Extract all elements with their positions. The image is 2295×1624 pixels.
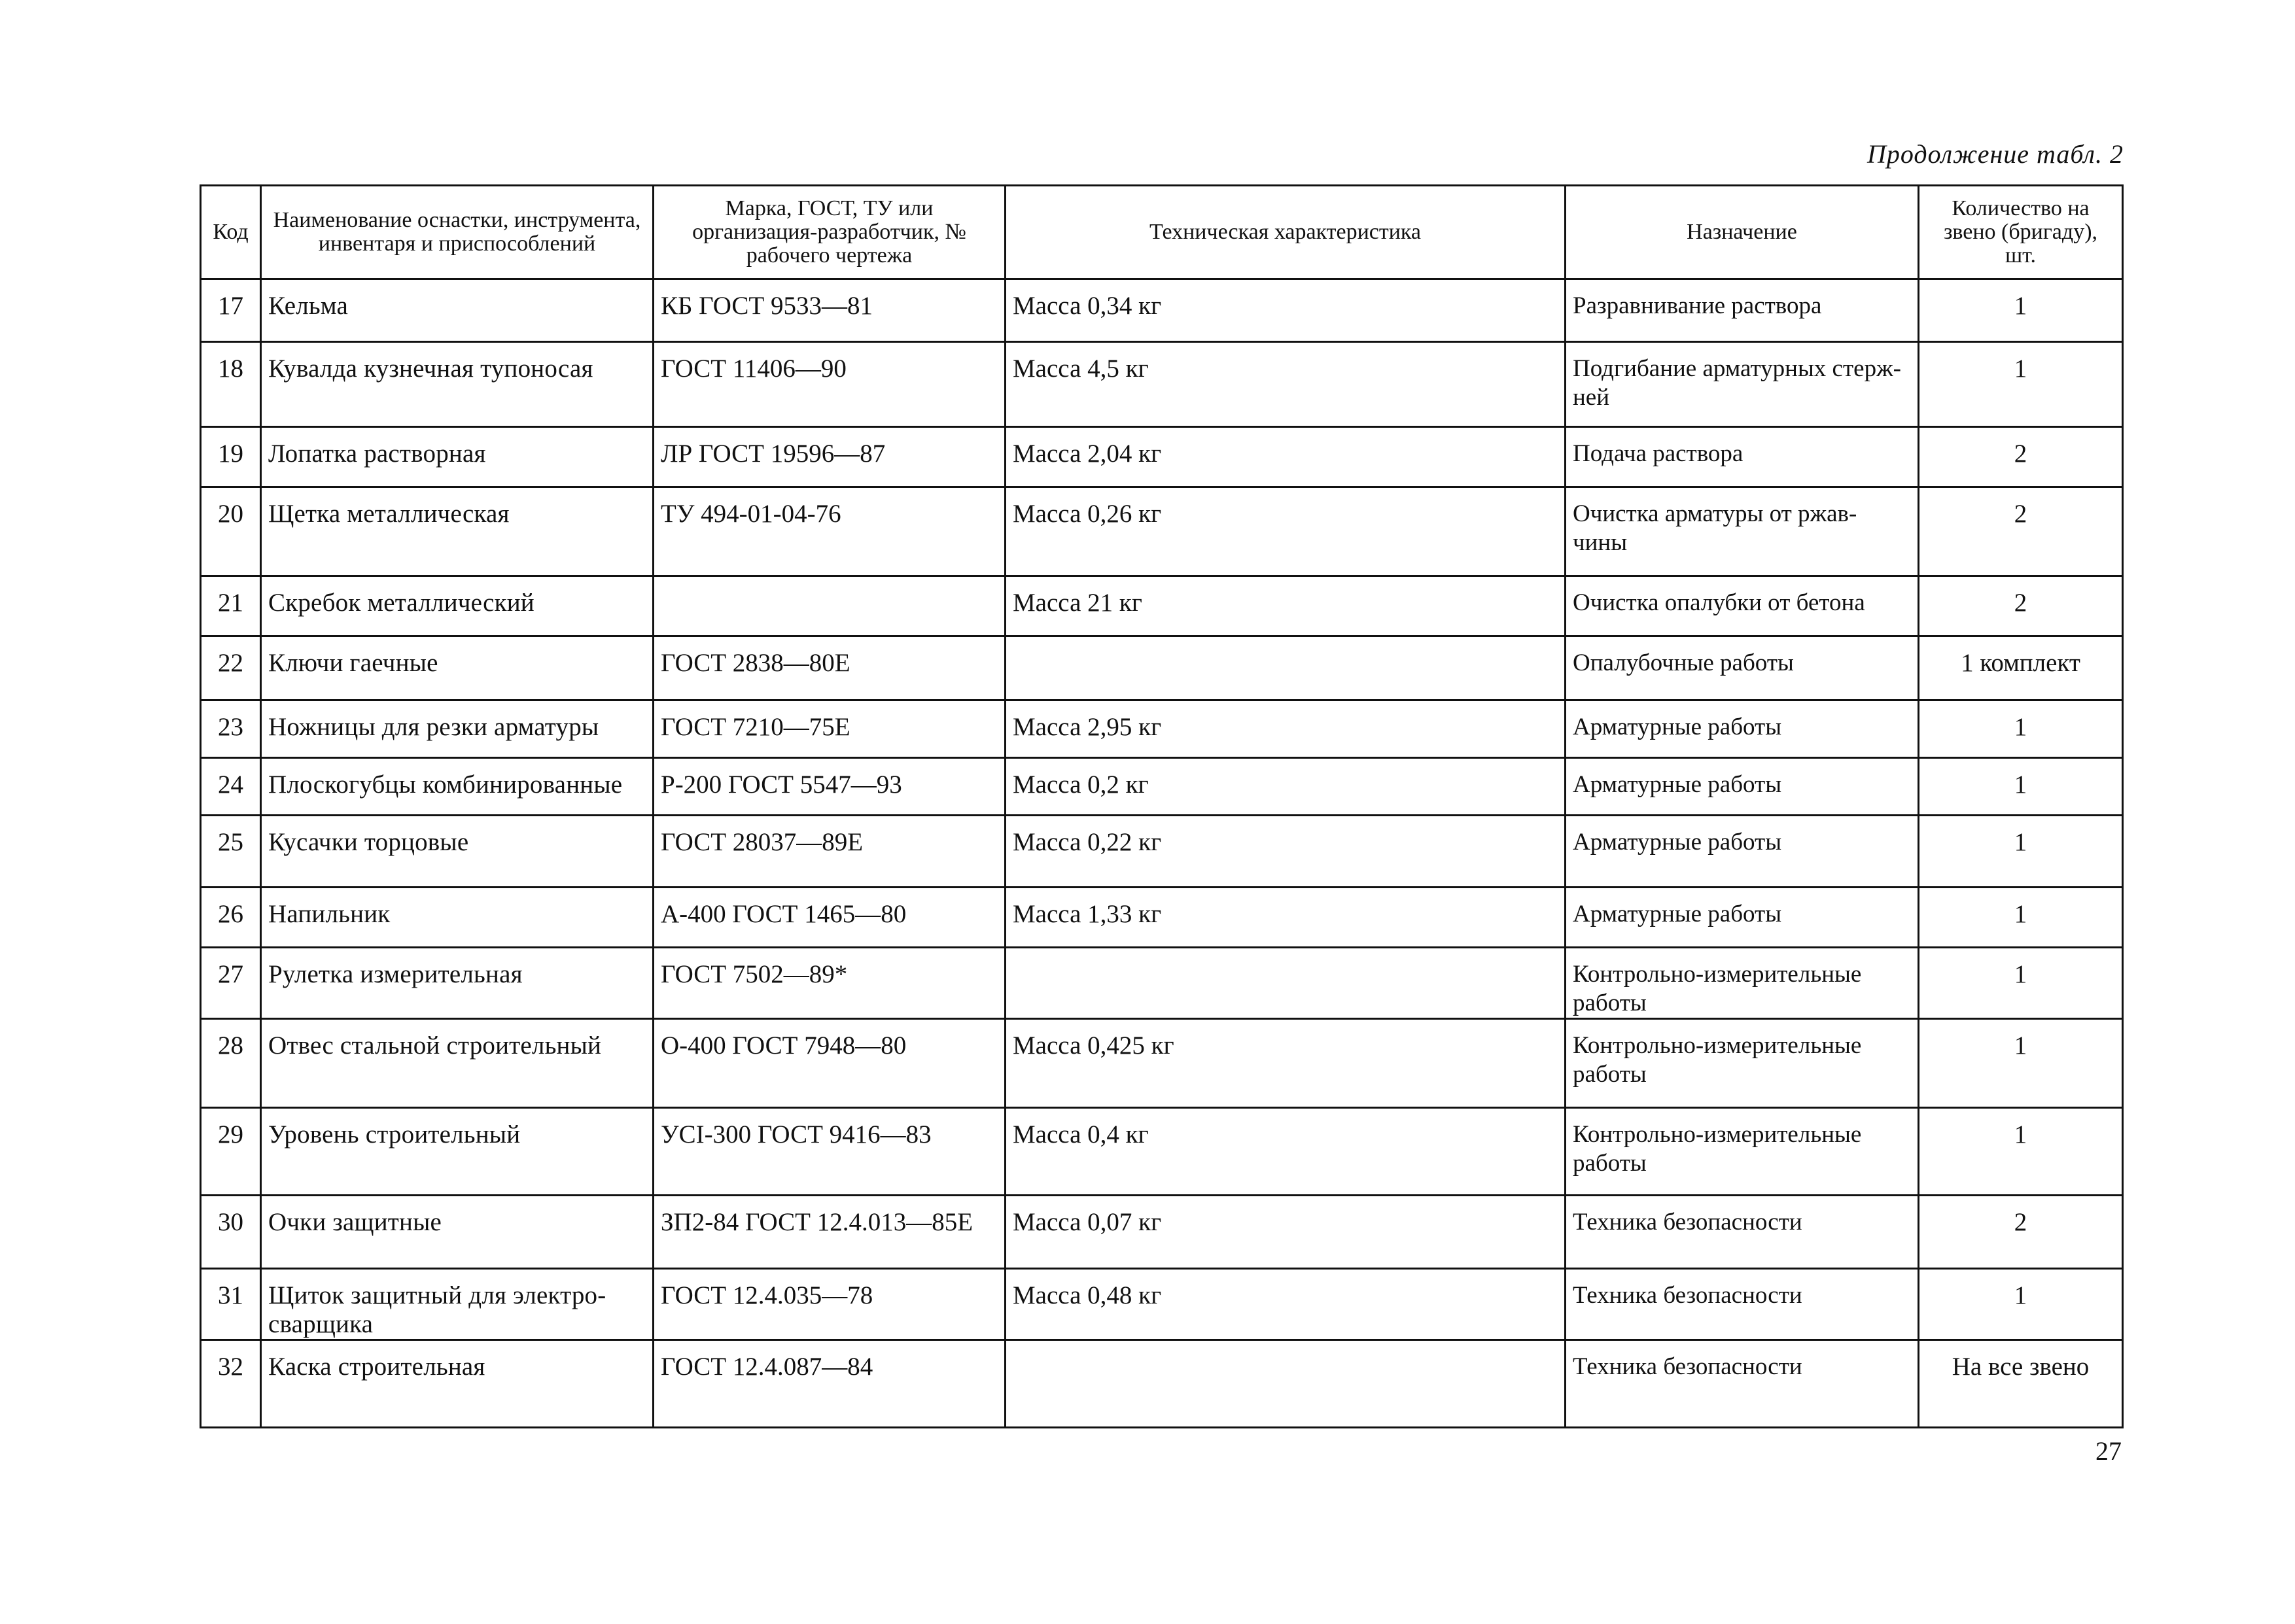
cell-code: 24 [201,758,261,816]
cell-purpose: Техника безопасности [1566,1269,1919,1340]
cell-qty: 1 [1919,758,2123,816]
cell-brand: О-400 ГОСТ 7948—80 [654,1019,1006,1108]
cell-spec: Масса 21 кг [1006,576,1566,636]
header-row [201,186,2123,279]
header-brand: Марка, ГОСТ, ТУ или организация-разработчик, № рабочего чертежа [654,186,1006,279]
cell-qty: 1 [1919,888,2123,948]
cell-brand: Р-200 ГОСТ 5547—93 [654,758,1006,816]
table-row [201,1340,2123,1428]
table-row [201,636,2123,700]
cell-spec: Масса 0,4 кг [1006,1108,1566,1196]
cell-qty: 1 [1919,342,2123,427]
cell-qty: 1 [1919,700,2123,758]
cell-purpose: Подача раствора [1566,427,1919,487]
cell-code: 28 [201,1019,261,1108]
cell-spec: Масса 0,26 кг [1006,487,1566,576]
header-name: Наименование оснастки, инструмента, инвентаря и приспособлений [261,186,654,279]
cell-name: Кусачки торцовые [261,816,654,888]
cell-name: Ножницы для резки арматуры [261,700,654,758]
table-row [201,279,2123,342]
cell-brand: ЗП2-84 ГОСТ 12.4.013—85Е [654,1196,1006,1269]
cell-purpose: Арматурные работы [1566,888,1919,948]
cell-qty: На все звено [1919,1340,2123,1428]
cell-qty: 1 [1919,948,2123,1019]
cell-spec: Масса 0,425 кг [1006,1019,1566,1108]
cell-spec: Масса 0,2 кг [1006,758,1566,816]
cell-name: Щиток защитный для электро-сварщика [261,1269,654,1340]
cell-qty: 1 [1919,1019,2123,1108]
cell-spec: Масса 2,95 кг [1006,700,1566,758]
cell-code: 27 [201,948,261,1019]
cell-spec: Масса 0,48 кг [1006,1269,1566,1340]
cell-spec: Масса 0,07 кг [1006,1196,1566,1269]
cell-purpose: Арматурные работы [1566,700,1919,758]
cell-brand: КБ ГОСТ 9533—81 [654,279,1006,342]
cell-name: Кельма [261,279,654,342]
cell-spec: Масса 2,04 кг [1006,427,1566,487]
table-row [201,816,2123,888]
cell-brand [654,576,1006,636]
cell-name: Уровень строительный [261,1108,654,1196]
cell-name: Кувалда кузнечная тупоносая [261,342,654,427]
cell-code: 26 [201,888,261,948]
cell-code: 18 [201,342,261,427]
cell-name: Очки защитные [261,1196,654,1269]
cell-qty: 1 [1919,1269,2123,1340]
cell-code: 21 [201,576,261,636]
cell-code: 20 [201,487,261,576]
cell-purpose: Подгибание арматурных стерж-ней [1566,342,1919,427]
cell-purpose: Контрольно-измерительные работы [1566,1019,1919,1108]
cell-brand: ГОСТ 7210—75Е [654,700,1006,758]
cell-name: Ключи гаечные [261,636,654,700]
cell-name: Лопатка растворная [261,427,654,487]
cell-name: Напильник [261,888,654,948]
cell-purpose: Разравнивание раствора [1566,279,1919,342]
cell-purpose: Очистка арматуры от ржав-чины [1566,487,1919,576]
cell-brand: ЛР ГОСТ 19596—87 [654,427,1006,487]
cell-qty: 2 [1919,576,2123,636]
cell-purpose: Контрольно-измерительные работы [1566,948,1919,1019]
cell-brand: ГОСТ 12.4.087—84 [654,1340,1006,1428]
cell-brand: ТУ 494-01-04-76 [654,487,1006,576]
header-purpose: Назначение [1566,186,1919,279]
cell-spec [1006,948,1566,1019]
cell-code: 19 [201,427,261,487]
cell-qty: 1 комплект [1919,636,2123,700]
cell-purpose: Опалубочные работы [1566,636,1919,700]
cell-spec: Масса 0,22 кг [1006,816,1566,888]
table-row [201,1269,2123,1340]
cell-qty: 2 [1919,427,2123,487]
cell-spec: Масса 4,5 кг [1006,342,1566,427]
cell-brand: ГОСТ 28037—89Е [654,816,1006,888]
table-row [201,1196,2123,1269]
cell-name: Щетка металлическая [261,487,654,576]
table-row [201,948,2123,1019]
cell-purpose: Техника безопасности [1566,1196,1919,1269]
cell-code: 22 [201,636,261,700]
cell-code: 23 [201,700,261,758]
cell-spec: Масса 0,34 кг [1006,279,1566,342]
cell-code: 30 [201,1196,261,1269]
table-row [201,487,2123,576]
header-qty: Количество на звено (бригаду), шт. [1919,186,2123,279]
table-row [201,758,2123,816]
table-body [201,279,2123,1428]
cell-code: 25 [201,816,261,888]
cell-purpose: Очистка опалубки от бетона [1566,576,1919,636]
cell-brand: УСI-300 ГОСТ 9416—83 [654,1108,1006,1196]
page-number: 27 [2095,1436,2122,1466]
cell-purpose: Арматурные работы [1566,816,1919,888]
cell-brand: ГОСТ 11406—90 [654,342,1006,427]
table-row [201,576,2123,636]
cell-brand: ГОСТ 7502—89* [654,948,1006,1019]
cell-name: Рулетка измерительная [261,948,654,1019]
cell-name: Отвес стальной строительный [261,1019,654,1108]
cell-brand: ГОСТ 12.4.035—78 [654,1269,1006,1340]
cell-spec [1006,1340,1566,1428]
cell-purpose: Контрольно-измерительные работы [1566,1108,1919,1196]
table-row [201,1019,2123,1108]
cell-code: 31 [201,1269,261,1340]
cell-code: 17 [201,279,261,342]
cell-spec [1006,636,1566,700]
cell-qty: 2 [1919,487,2123,576]
table-row [201,427,2123,487]
cell-spec: Масса 1,33 кг [1006,888,1566,948]
header-spec: Техническая характеристика [1006,186,1566,279]
cell-purpose: Арматурные работы [1566,758,1919,816]
table-row [201,342,2123,427]
cell-qty: 1 [1919,279,2123,342]
cell-name: Плоскогубцы комбинированные [261,758,654,816]
cell-brand: А-400 ГОСТ 1465—80 [654,888,1006,948]
cell-name: Скребок металлический [261,576,654,636]
table-row [201,700,2123,758]
cell-purpose: Техника безопасности [1566,1340,1919,1428]
header-code: Код [201,186,261,279]
table-row [201,1108,2123,1196]
cell-name: Каска строительная [261,1340,654,1428]
table-caption: Продолжение табл. 2 [1866,139,2124,169]
cell-code: 29 [201,1108,261,1196]
cell-brand: ГОСТ 2838—80Е [654,636,1006,700]
table-row [201,888,2123,948]
table-header [201,186,2123,279]
cell-code: 32 [201,1340,261,1428]
cell-qty: 1 [1919,816,2123,888]
cell-qty: 1 [1919,1108,2123,1196]
cell-qty: 2 [1919,1196,2123,1269]
equipment-table [200,184,2124,1428]
